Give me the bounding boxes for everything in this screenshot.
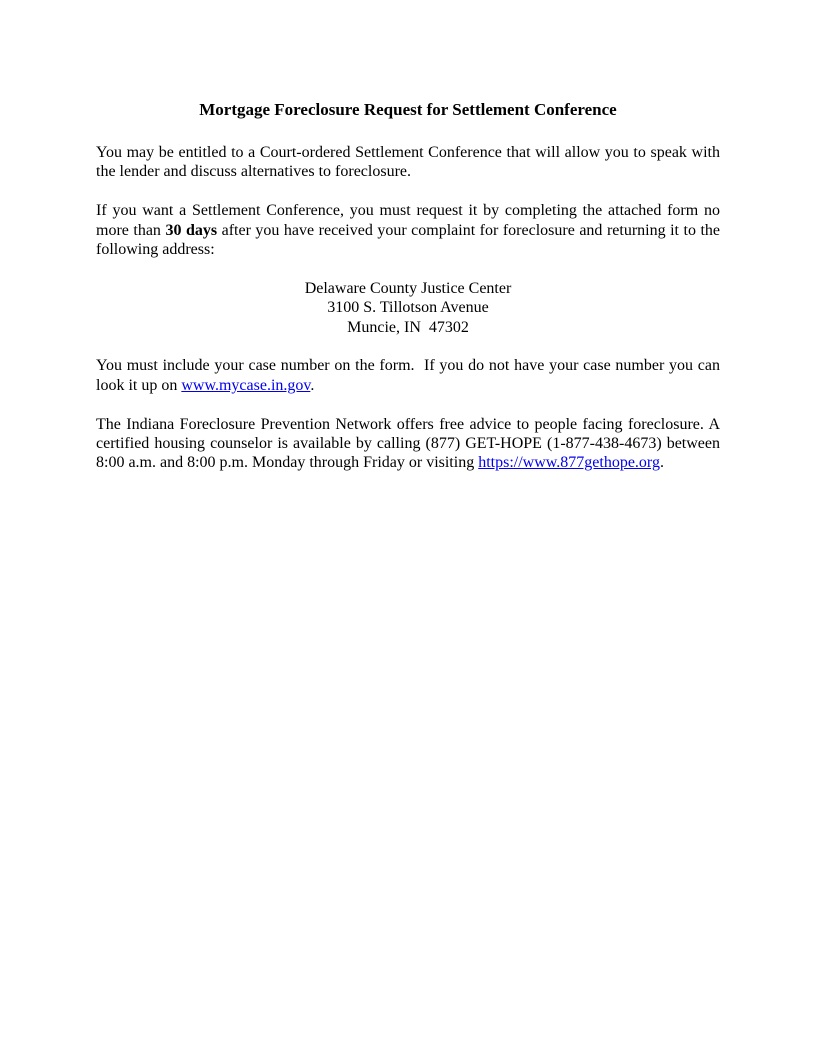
paragraph-intro — [96, 143, 720, 182]
document-title: Mortgage Foreclosure Request for Settlement Conference — [199, 100, 617, 119]
request-text-before: If you want a Settlement Conference, you must request it by completing the attached form no more than — [96, 202, 720, 239]
network-text: The Indiana Foreclosure Prevention Network offers free advice to people facing foreclosure. A certified housing counselor is available by calling (877) GET-HOPE (1-877-438-4673) between 8:00 a.m. and 8:00 p.m. Monday through Friday or visiting — [96, 415, 720, 472]
network-text-after: . — [659, 454, 664, 472]
paragraph-request — [96, 201, 720, 259]
address-block — [96, 279, 720, 337]
gethope-link[interactable]: https://www.877gethope.org — [478, 454, 660, 472]
address-line-city: Muncie, IN 47302 — [347, 318, 469, 336]
address-line-street: 3100 S. Tillotson Avenue — [327, 299, 489, 317]
thirty-days-bold: 30 days — [165, 221, 218, 239]
intro-text: You may be entitled to a Court-ordered Settlement Conference that will allow you to speak with the lender and discuss alternatives to foreclosure. — [96, 144, 720, 181]
request-text-after: after you have received your complaint for foreclosure and returning it to the following address: — [96, 221, 721, 259]
paragraph-prevention-network — [96, 415, 720, 473]
case-number-text: You must include your case number on the form. If you do not have your case number you can look it up on — [96, 357, 720, 394]
mycase-link[interactable]: www.mycase.in.gov — [181, 376, 311, 394]
paragraph-case-number — [96, 356, 720, 395]
address-line-court: Delaware County Justice Center — [304, 279, 512, 297]
case-number-text-after: . — [310, 376, 315, 394]
